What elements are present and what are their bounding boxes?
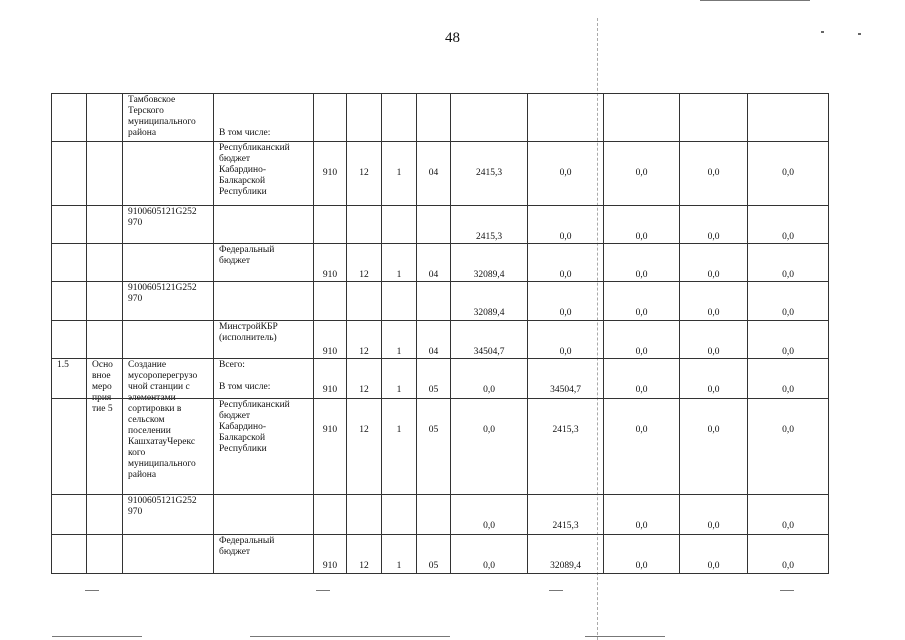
cell-type xyxy=(86,320,123,359)
cell-val4 xyxy=(679,93,748,142)
scan-artifact-footer xyxy=(585,636,665,637)
cell-name: Тамбовское Терского муниципального района xyxy=(122,93,214,142)
cell-name: 9100605121G252 970 xyxy=(122,494,214,535)
cell-source: Республиканский бюджет Кабардино- Балкарской Республики xyxy=(213,398,314,495)
cell-name: 9100605121G252 970 xyxy=(122,205,214,244)
cell-val2: 2415,3 xyxy=(527,398,604,495)
cell-sub xyxy=(416,494,451,535)
cell-num xyxy=(51,93,87,142)
cell-val2: 34504,7 xyxy=(527,358,604,399)
cell-num xyxy=(51,205,87,244)
cell-source: МинстройКБР (исполнитель) xyxy=(213,320,314,359)
cell-val1: 0,0 xyxy=(450,358,528,399)
cell-val5: 0,0 xyxy=(747,494,829,535)
cell-sub xyxy=(416,93,451,142)
cell-pr xyxy=(381,93,417,142)
cell-val2: 0,0 xyxy=(527,205,604,244)
cell-val3: 0,0 xyxy=(603,141,680,206)
cell-sub: 04 xyxy=(416,320,451,359)
cell-pr xyxy=(381,281,417,321)
scan-artifact-bottom xyxy=(780,590,794,591)
cell-val4: 0,0 xyxy=(679,243,748,282)
cell-val1: 0,0 xyxy=(450,534,528,574)
scan-artifact-bottom xyxy=(85,590,99,591)
cell-val4: 0,0 xyxy=(679,358,748,399)
cell-type xyxy=(86,93,123,142)
cell-num xyxy=(51,398,87,495)
cell-grbs: 910 xyxy=(313,358,347,399)
cell-source xyxy=(213,205,314,244)
scan-artifact-footer xyxy=(52,636,142,637)
cell-num xyxy=(51,494,87,535)
cell-val3: 0,0 xyxy=(603,205,680,244)
cell-rz xyxy=(346,281,382,321)
cell-val3: 0,0 xyxy=(603,320,680,359)
cell-val3: 0,0 xyxy=(603,281,680,321)
cell-val4: 0,0 xyxy=(679,141,748,206)
cell-val2: 0,0 xyxy=(527,141,604,206)
cell-val4: 0,0 xyxy=(679,494,748,535)
cell-val3 xyxy=(603,93,680,142)
cell-val5 xyxy=(747,93,829,142)
cell-val4: 0,0 xyxy=(679,205,748,244)
cell-grbs: 910 xyxy=(313,320,347,359)
cell-pr: 1 xyxy=(381,534,417,574)
cell-name xyxy=(122,243,214,282)
cell-rz: 12 xyxy=(346,398,382,495)
cell-name xyxy=(122,398,214,495)
cell-rz: 12 xyxy=(346,141,382,206)
scan-artifact-footer xyxy=(250,636,450,637)
cell-num xyxy=(51,243,87,282)
cell-grbs: 910 xyxy=(313,534,347,574)
cell-type xyxy=(86,534,123,574)
cell-source: Федеральный бюджет xyxy=(213,243,314,282)
cell-val2: 0,0 xyxy=(527,320,604,359)
cell-rz xyxy=(346,93,382,142)
cell-pr: 1 xyxy=(381,243,417,282)
cell-pr: 1 xyxy=(381,358,417,399)
cell-val2: 2415,3 xyxy=(527,494,604,535)
cell-name xyxy=(122,534,214,574)
cell-val5: 0,0 xyxy=(747,398,829,495)
cell-num xyxy=(51,281,87,321)
cell-grbs xyxy=(313,93,347,142)
cell-grbs xyxy=(313,205,347,244)
cell-sub xyxy=(416,205,451,244)
cell-source: В том числе: xyxy=(213,93,314,142)
cell-val2: 32089,4 xyxy=(527,534,604,574)
cell-num: 1.5 xyxy=(51,358,87,399)
scan-mark xyxy=(858,33,861,35)
cell-val1: 32089,4 xyxy=(450,243,528,282)
scan-artifact-bottom xyxy=(549,590,563,591)
cell-val1: 34504,7 xyxy=(450,320,528,359)
cell-grbs: 910 xyxy=(313,243,347,282)
cell-type xyxy=(86,398,123,495)
cell-name xyxy=(122,320,214,359)
cell-val3: 0,0 xyxy=(603,494,680,535)
cell-source xyxy=(213,494,314,535)
cell-val1: 0,0 xyxy=(450,398,528,495)
cell-grbs: 910 xyxy=(313,398,347,495)
cell-grbs xyxy=(313,281,347,321)
cell-val2 xyxy=(527,93,604,142)
cell-rz: 12 xyxy=(346,358,382,399)
scan-mark xyxy=(821,31,824,33)
cell-sub: 05 xyxy=(416,358,451,399)
cell-grbs: 910 xyxy=(313,141,347,206)
cell-sub: 04 xyxy=(416,141,451,206)
cell-val1: 0,0 xyxy=(450,494,528,535)
cell-val3: 0,0 xyxy=(603,534,680,574)
cell-source xyxy=(213,281,314,321)
cell-val4: 0,0 xyxy=(679,534,748,574)
cell-val5: 0,0 xyxy=(747,534,829,574)
cell-num xyxy=(51,141,87,206)
cell-val5: 0,0 xyxy=(747,358,829,399)
cell-val3: 0,0 xyxy=(603,358,680,399)
page-number: 48 xyxy=(445,30,460,46)
cell-rz xyxy=(346,205,382,244)
cell-val3: 0,0 xyxy=(603,398,680,495)
cell-type xyxy=(86,243,123,282)
cell-val5: 0,0 xyxy=(747,205,829,244)
cell-val5: 0,0 xyxy=(747,320,829,359)
cell-val1: 2415,3 xyxy=(450,141,528,206)
cell-name: 9100605121G252 970 xyxy=(122,281,214,321)
cell-sub: 05 xyxy=(416,398,451,495)
cell-val1: 2415,3 xyxy=(450,205,528,244)
cell-rz: 12 xyxy=(346,243,382,282)
cell-val1 xyxy=(450,93,528,142)
cell-pr: 1 xyxy=(381,141,417,206)
cell-pr xyxy=(381,205,417,244)
cell-type xyxy=(86,205,123,244)
cell-type xyxy=(86,494,123,535)
cell-num xyxy=(51,320,87,359)
cell-val4: 0,0 xyxy=(679,320,748,359)
cell-val2: 0,0 xyxy=(527,281,604,321)
cell-val5: 0,0 xyxy=(747,281,829,321)
cell-pr xyxy=(381,494,417,535)
cell-val2: 0,0 xyxy=(527,243,604,282)
cell-sub: 04 xyxy=(416,243,451,282)
cell-name: Создание мусороперегрузо чной станции с элементами сортировки в сельском поселении КашхатауЧерекс кого муниципального района xyxy=(122,358,214,399)
cell-val5: 0,0 xyxy=(747,243,829,282)
cell-rz: 12 xyxy=(346,320,382,359)
cell-type: Осно вное меро прия тие 5 xyxy=(86,358,123,399)
cell-num xyxy=(51,534,87,574)
cell-rz: 12 xyxy=(346,534,382,574)
cell-source: Республиканский бюджет Кабардино- Балкарской Республики xyxy=(213,141,314,206)
cell-source: Федеральный бюджет xyxy=(213,534,314,574)
cell-val3: 0,0 xyxy=(603,243,680,282)
scan-artifact-bottom xyxy=(316,590,330,591)
cell-grbs xyxy=(313,494,347,535)
cell-pr: 1 xyxy=(381,398,417,495)
cell-val1: 32089,4 xyxy=(450,281,528,321)
cell-type xyxy=(86,141,123,206)
cell-rz xyxy=(346,494,382,535)
cell-pr: 1 xyxy=(381,320,417,359)
cell-sub xyxy=(416,281,451,321)
cell-type xyxy=(86,281,123,321)
cell-source: Всего: В том числе: xyxy=(213,358,314,399)
cell-val4: 0,0 xyxy=(679,398,748,495)
cell-sub: 05 xyxy=(416,534,451,574)
scan-artifact-top xyxy=(700,0,810,1)
cell-val4: 0,0 xyxy=(679,281,748,321)
cell-val5: 0,0 xyxy=(747,141,829,206)
cell-name xyxy=(122,141,214,206)
